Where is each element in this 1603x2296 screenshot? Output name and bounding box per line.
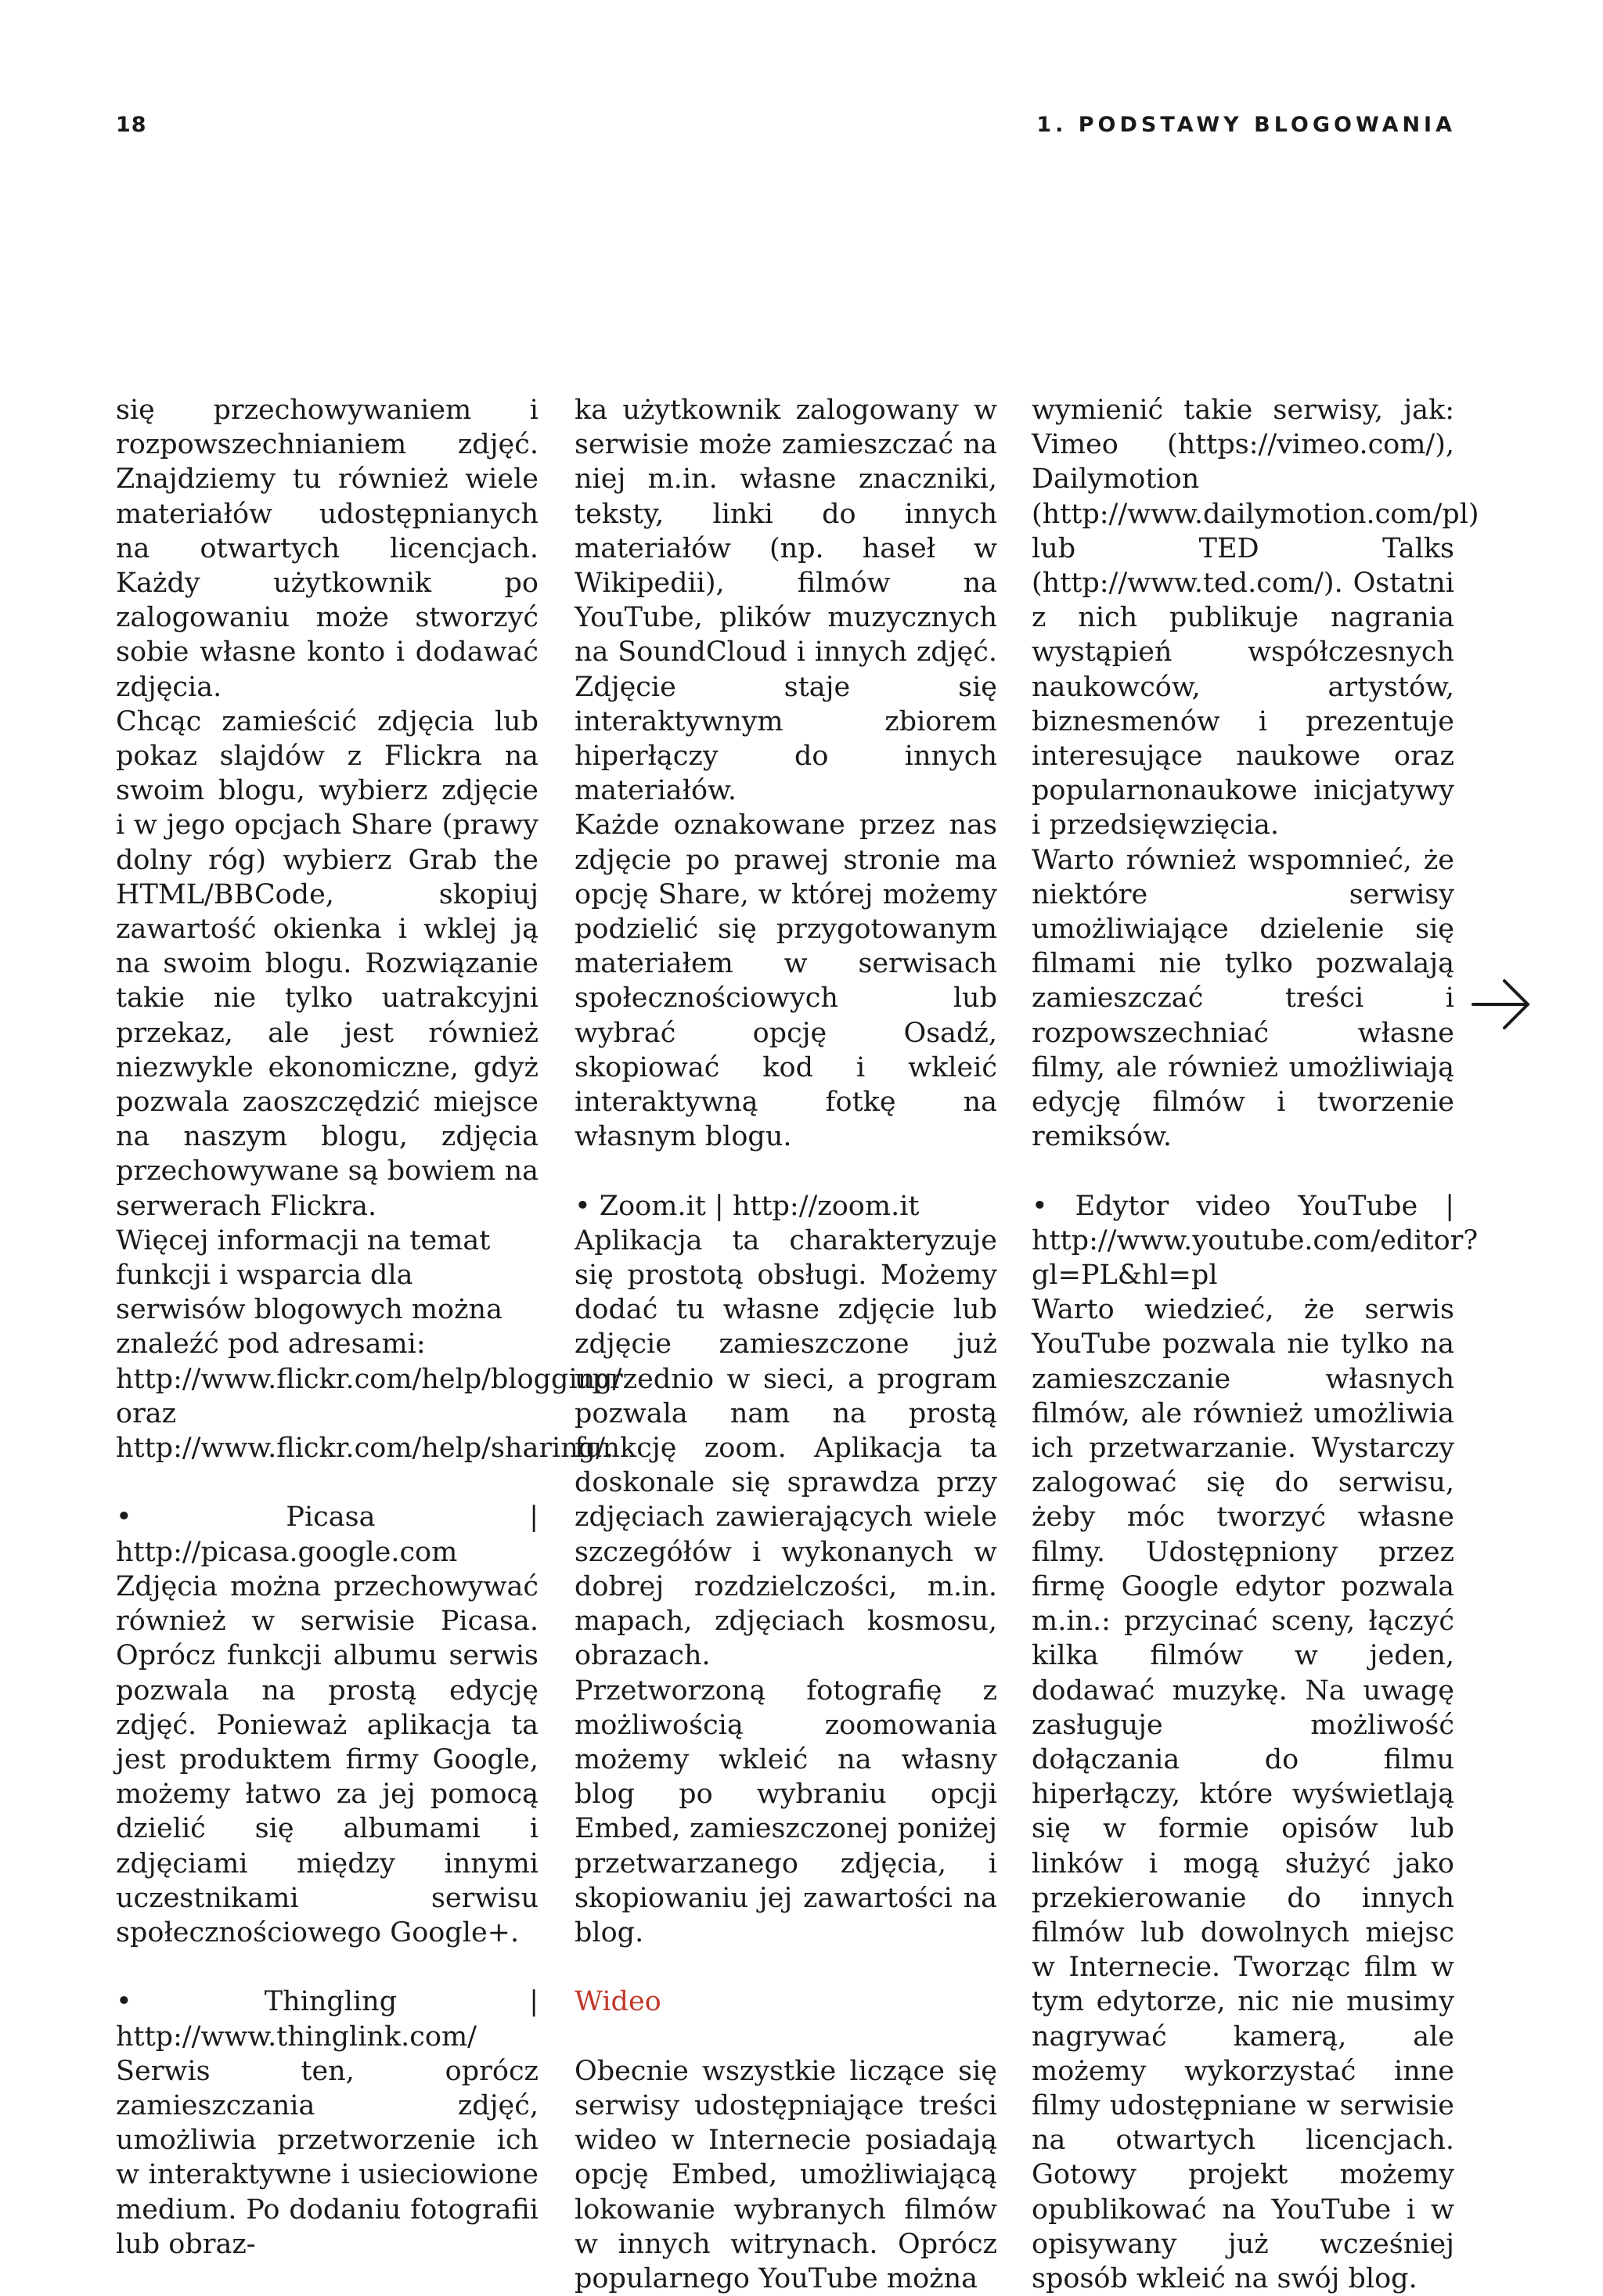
- chapter-title: 1. PODSTAWY BLOGOWANIA: [1036, 113, 1456, 137]
- paragraph-picasa: Zdjęcia można przechowywać również w serwisie Picasa. Oprócz funkcji albumu serwis pozwala na prostą edycję zdjęć. Ponieważ aplikacja ta jest produktem firmy Google, możemy łatwo za jej pomocą dzielić się albumami i zdjęciami między innymi uczestnikami serwisu społecznościowego Google+.: [116, 1570, 539, 1948]
- text-column-2: [575, 393, 997, 2296]
- page-number: 18: [116, 113, 147, 137]
- paragraph-flickr-embed: Chcąc zamieścić zdjęcia lub pokaz slajdów z Flickra na swoim blogu, wybierz zdjęcie i w jego opcjach Share (prawy dolny róg) wybierz Grab the HTML/BBCode, skopiuj zawartość okienka i wklej ją na swoim blogu. Rozwiązanie takie nie tylko uatrakcyjni przekaz, ale jest również niezwykle ekonomiczne, gdyż pozwala zaoszczędzić miejsce na naszym blogu, zdjęcia przechowywane są bowiem na serwerach Flickra.: [116, 705, 539, 1222]
- paragraph-share-option: Każde oznakowane przez nas zdjęcie po prawej stronie ma opcję Share, w której możemy podzielić się przygotowanym materiałem w serwisach społecznościowych lub wybrać opcję Osadź, skopiować kod i wkleić interaktywną fotkę na własnym blogu.: [575, 809, 997, 1153]
- bullet-youtube-editor: • Edytor video YouTube | http://www.youtube.com/editor?gl=PL&hl=pl: [1032, 1190, 1479, 1292]
- paragraph-video-services-continued: wymienić takie serwisy, jak: Vimeo (https://vimeo.com/), Dailymotion (http://www.dailymotion.com/pl) lub TED Talks (http://www.ted.com/). Ostatni z nich publikuje nagrania wystąpień współczesnych naukowców, artystów, biznesmenów i prezentuje interesujące naukowe oraz popularnonaukowe inicjatywy i przedsięwzięcia.: [1032, 395, 1479, 842]
- paragraph-thinglink-continued: ka użytkownik zalogowany w serwisie może zamieszczać na niej m.in. własne znaczniki, teksty, linki do innych materiałów (np. haseł w Wikipedii), filmów na YouTube, plików muzycznych na SoundCloud i innych zdjęć. Zdjęcie staje się interaktywnym zbiorem hiperłączy do innych materiałów.: [575, 395, 997, 807]
- arrow-right-icon: [1470, 977, 1533, 1032]
- section-heading-wideo: Wideo: [575, 1986, 661, 2018]
- paragraph-zoomit: Aplikacja ta charakteryzuje się prostotą obsługi. Możemy dodać tu własne zdjęcie lub zdjęcie zamieszczone już uprzednio w sieci, a program pozwala nam na prostą funkcję zoom. Aplikacja ta doskonale się sprawdza przy zdjęciach zawierających wiele szczegółów i wykonanych w dobrej rozdzielczości, m.in. mapach, zdjęciach kosmosu, obrazach.: [575, 1224, 997, 1672]
- paragraph-video-services: Obecnie wszystkie liczące się serwisy udostępniające treści wideo w Internecie posiadają opcję Embed, umożliwiającą lokowanie wybranych filmów w innych witrynach. Oprócz popularnego YouTube można: [575, 2055, 997, 2294]
- text-column-3: [1032, 393, 1479, 2296]
- paragraph-flickr-intro: się przechowywaniem i rozpowszechnianiem zdjęć. Znajdziemy tu również wiele materiałów udostępnianych na otwartych licencjach. Każdy użytkownik po zalogowaniu może stworzyć sobie własne konto i dodawać zdjęcia.: [116, 395, 539, 703]
- paragraph-video-editing: Warto również wspomnieć, że niektóre serwisy umożliwiające dzielenie się filmami nie tylko pozwalają zamieszczać treści i rozpowszechniać własne filmy, ale również umożliwiają edycję filmów i tworzenie remiksów.: [1032, 844, 1454, 1153]
- bullet-zoomit: • Zoom.it | http://zoom.it: [575, 1190, 920, 1222]
- paragraph-zoomit-embed: Przetworzoną fotografię z możliwością zoomowania możemy wkleić na własny blog po wybraniu opcji Embed, zamieszczonej poniżej przetwarzanego zdjęcia, i skopiowaniu jej zawartości na blog.: [575, 1674, 997, 1948]
- bullet-picasa: • Picasa | http://picasa.google.com: [116, 1501, 539, 1568]
- bullet-thinglink: • Thingling | http://www.thinglink.com/: [116, 1986, 539, 2053]
- paragraph-youtube-editor: Warto wiedzieć, że serwis YouTube pozwala nie tylko na zamieszczanie własnych filmów, ale również umożliwia ich przetwarzanie. Wystarczy zalogować się do serwisu, żeby móc tworzyć własne filmy. Udostępniony przez firmę Google edytor pozwala m.in.: przycinać sceny, łączyć kilka filmów w jeden, dodawać muzykę. Na uwagę zasługuje możliwość dołączania do filmu hiperłączy, które wyświetlają się w formie opisów lub linków i mogą służyć jako przekierowanie do innych filmów lub dowolnych miejsc w Internecie. Tworząc film w tym edytorze, nic nie musimy nagrywać kamerą, ale możemy wykorzystać inne filmy udostępniane w serwisie na otwartych licencjach. Gotowy projekt możemy opublikować na YouTube i w opisywany już wcześniej sposób wkleić na swój blog.: [1032, 1294, 1454, 2294]
- page-header: [0, 113, 1603, 144]
- paragraph-flickr-links: Więcej informacji na temat funkcji i wsparcia dla serwisów blogowych można znaleźć pod adresami: http://www.flickr.com/help/blogging/ oraz http://www.flickr.com/help/sharing/.: [116, 1224, 622, 1465]
- paragraph-thinglink: Serwis ten, oprócz zamieszczania zdjęć, umożliwia przetworzenie ich w interaktywne i usieciowione medium. Po dodaniu fotografii lub obraz-: [116, 2055, 539, 2260]
